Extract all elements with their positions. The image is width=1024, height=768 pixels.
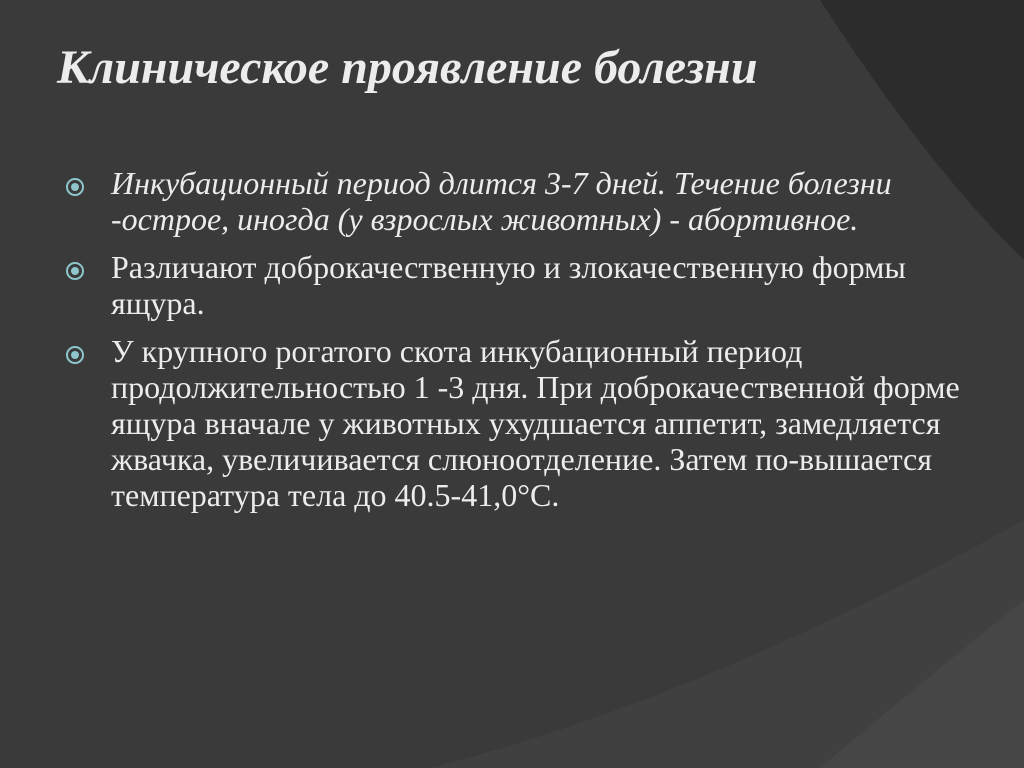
circle-bullet-icon [65, 261, 85, 281]
bullet-item [64, 333, 979, 513]
bullet-item [64, 165, 979, 237]
circle-bullet-icon [65, 177, 85, 197]
bullet-item [64, 249, 979, 321]
bullet-text: Различают доброкачественную и злокачественную формы ящура. [111, 249, 906, 321]
circle-bullet-icon [65, 345, 85, 365]
bullet-text: Инкубационный период длится 3-7 дней. Течение болезни -острое, иногда (у взрослых животных) - абортивное. [111, 165, 892, 237]
slide-title: Клиническое проявление болезни [57, 41, 758, 94]
bullet-list [64, 165, 979, 525]
bullet-text: У крупного рогатого скота инкубационный период продолжительностью 1 -3 дня. При доброкачественной форме ящура вначале у животных ухудшается аппетит, замедляется жвачка, увеличивается слюноотделение. Затем по-вышается температура тела до 40.5-41,0°С. [111, 333, 960, 513]
